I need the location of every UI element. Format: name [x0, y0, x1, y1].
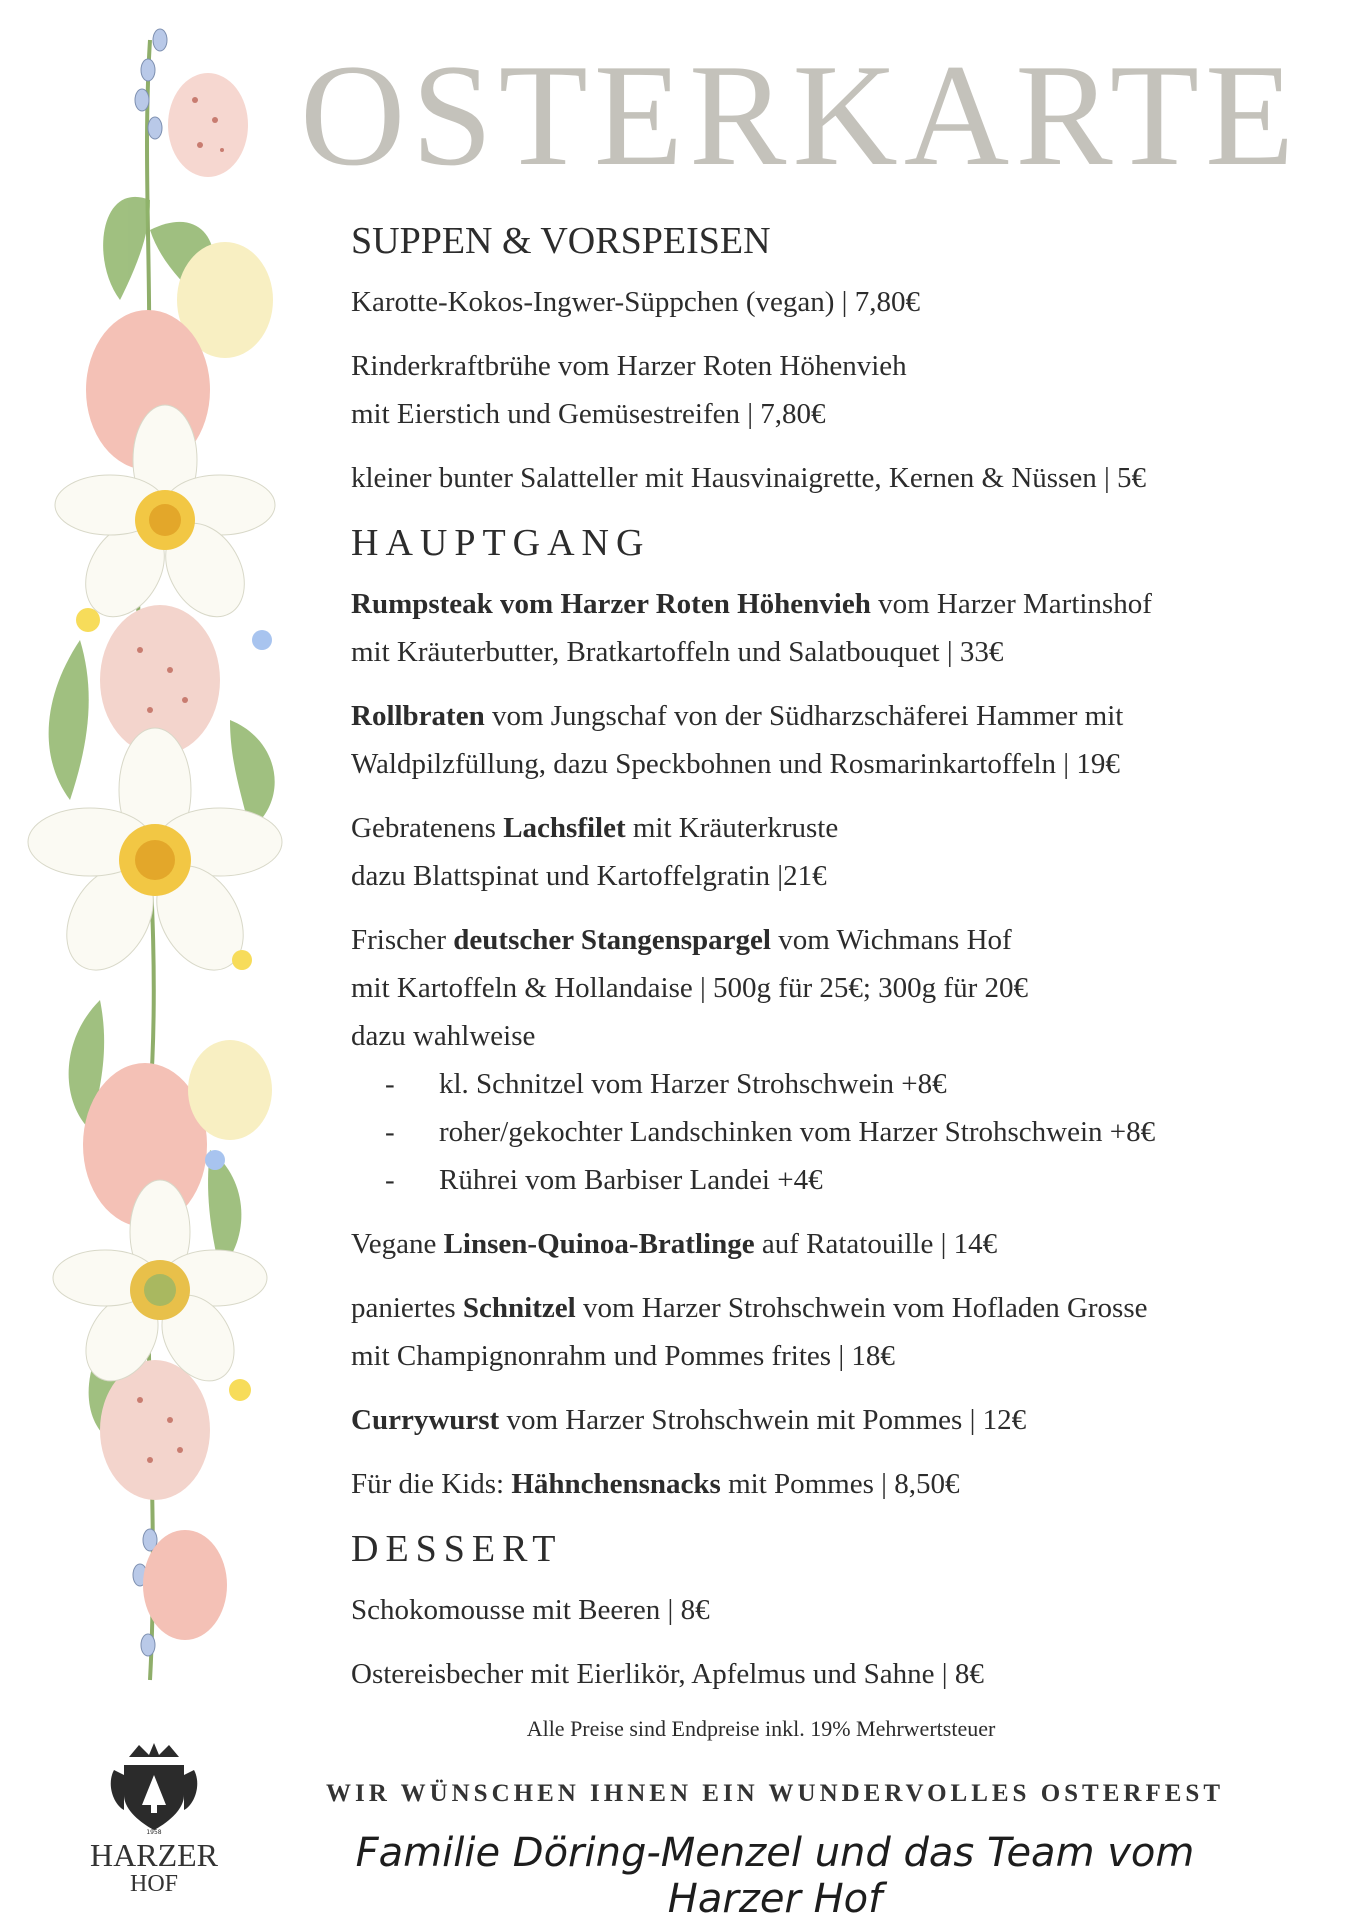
dish-text: vom Harzer Strohschwein vom Hofladen Grosse	[575, 1292, 1148, 1324]
dish-text: dazu wahlweise	[351, 1020, 536, 1052]
menu-item	[351, 342, 1311, 438]
dish-text: paniertes	[351, 1292, 463, 1324]
extras-item: - Rührei vom Barbiser Landei +4€	[351, 1156, 1311, 1204]
menu-item-line	[351, 852, 1311, 900]
menu-item-line	[351, 964, 1311, 1012]
dish-text: mit Kartoffeln & Hollandaise | 500g für 25€; 300g für 20€	[351, 972, 1028, 1004]
dish-name: Rumpsteak vom Harzer Roten Höhenvieh	[351, 588, 871, 620]
menu-item	[351, 278, 1311, 326]
menu-item	[351, 1460, 1311, 1508]
dish-text: vom Harzer Strohschwein mit Pommes | 12€	[499, 1404, 1027, 1436]
dessert-list	[351, 1586, 1311, 1698]
dish-text: mit Champignonrahm und Pommes frites | 18€	[351, 1340, 895, 1372]
menu-item-line	[351, 1220, 1311, 1268]
menu-item	[351, 454, 1311, 502]
menu-item	[351, 692, 1311, 788]
menu-item-line	[351, 1586, 1311, 1634]
section-title-starters: SUPPEN & VORSPEISEN	[351, 220, 771, 262]
dish-text: Karotte-Kokos-Ingwer-Süppchen (vegan) | 7,80€	[351, 286, 920, 318]
extras-item: - kl. Schnitzel vom Harzer Strohschwein +8€	[351, 1060, 1311, 1108]
mains-list	[351, 580, 1311, 1508]
menu-item-line	[351, 1650, 1311, 1698]
dish-text: vom Jungschaf von der Südharzschäferei Hammer mit	[484, 700, 1124, 732]
dish-name: Lachsfilet	[503, 812, 626, 844]
menu-item	[351, 916, 1311, 1204]
dish-text: Frischer	[351, 924, 454, 956]
dish-text: vom Wichmans Hof	[770, 924, 1012, 956]
svg-text:1958: 1958	[146, 1829, 162, 1835]
menu-item-line	[351, 916, 1311, 964]
greeting: WIR WÜNSCHEN IHNEN EIN WUNDERVOLLES OSTERFEST	[325, 1780, 1224, 1807]
extras-list	[351, 1060, 1311, 1204]
menu-item-line	[351, 1284, 1311, 1332]
extras-item: - roher/gekochter Landschinken vom Harzer Strohschwein +8€	[351, 1108, 1311, 1156]
menu-item-line	[351, 390, 1311, 438]
menu-item-line	[351, 740, 1311, 788]
menu-item-line	[351, 580, 1311, 628]
dish-text: Gebratenens	[351, 812, 504, 844]
dish-text: mit Kräuterkruste	[625, 812, 839, 844]
crest-icon	[104, 1735, 204, 1835]
menu-item	[351, 1396, 1311, 1444]
logo-sub: HOF	[129, 1871, 178, 1897]
menu-item	[351, 1220, 1311, 1268]
menu-item	[351, 580, 1311, 676]
menu-item-line	[351, 1396, 1311, 1444]
menu-item-line	[351, 1012, 1311, 1060]
dish-name: Rollbraten	[351, 700, 485, 732]
logo-name: HARZER	[90, 1837, 218, 1873]
dish-text: vom Harzer Martinshof	[870, 588, 1152, 620]
dish-text: Für die Kids:	[351, 1468, 512, 1500]
menu-item-line	[351, 692, 1311, 740]
dish-text: Vegane	[351, 1228, 444, 1260]
menu-item-line	[351, 804, 1311, 852]
menu-item-line	[351, 628, 1311, 676]
menu-item	[351, 1650, 1311, 1698]
dish-text: dazu Blattspinat und Kartoffelgratin |21€	[351, 860, 827, 892]
price-note: Alle Preise sind Endpreise inkl. 19% Mehrwertsteuer	[526, 1716, 996, 1741]
menu-item-line	[351, 342, 1311, 390]
dish-text: mit Kräuterbutter, Bratkartoffeln und Salatbouquet | 33€	[351, 636, 1004, 668]
menu-item	[351, 1586, 1311, 1634]
dish-name: Schnitzel	[462, 1292, 576, 1324]
menu-item-line	[351, 1332, 1311, 1380]
dish-text: Ostereisbecher mit Eierlikör, Apfelmus und Sahne | 8€	[351, 1658, 984, 1690]
section-title-mains: HAUPTGANG	[351, 522, 651, 564]
harzer-hof-logo	[86, 1735, 222, 1915]
menu-content	[351, 216, 1311, 1744]
daffodil-icon	[28, 405, 282, 1394]
menu-item-line	[351, 454, 1311, 502]
signature: Familie Döring-Menzel und das Team vom Harzer Hof	[355, 1830, 1195, 1922]
dish-text: mit Pommes | 8,50€	[720, 1468, 960, 1500]
menu-item	[351, 804, 1311, 900]
dish-text: auf Ratatouille | 14€	[754, 1228, 998, 1260]
dish-name: Hähnchensnacks	[511, 1468, 721, 1500]
dish-name: Linsen-Quinoa-Bratlinge	[443, 1228, 755, 1260]
starters-list	[351, 278, 1311, 502]
dish-text: mit Eierstich und Gemüsestreifen | 7,80€	[351, 398, 826, 430]
floral-egg-border	[0, 0, 300, 1700]
dish-name: Currywurst	[351, 1404, 500, 1436]
dish-text: Schokomousse mit Beeren | 8€	[351, 1594, 710, 1626]
page-title: OSTERKARTE	[300, 34, 1301, 196]
dish-text: Rinderkraftbrühe vom Harzer Roten Höhenvieh	[351, 350, 907, 382]
dish-text: Waldpilzfüllung, dazu Speckbohnen und Rosmarinkartoffeln | 19€	[351, 748, 1120, 780]
dish-name: deutscher Stangenspargel	[453, 924, 771, 956]
menu-item-line	[351, 1460, 1311, 1508]
menu-item-line	[351, 278, 1311, 326]
menu-item	[351, 1284, 1311, 1380]
section-title-dessert: DESSERT	[351, 1528, 563, 1570]
dish-text: kleiner bunter Salatteller mit Hausvinaigrette, Kernen & Nüssen | 5€	[351, 462, 1147, 494]
